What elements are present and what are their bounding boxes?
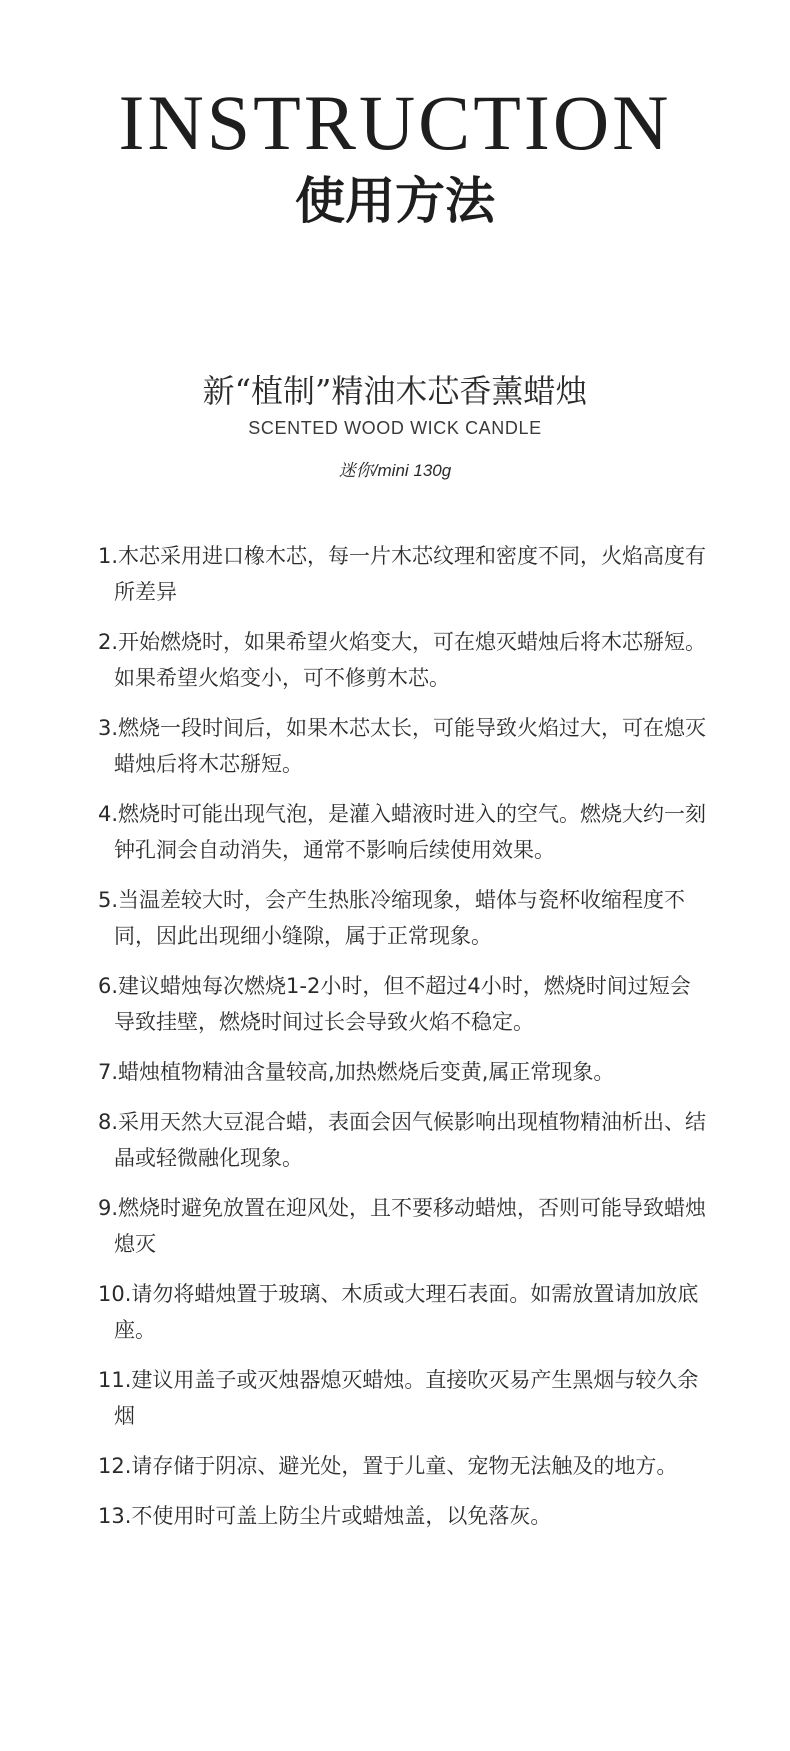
instruction-item: 9.燃烧时避免放置在迎风处，且不要移动蜡烛，否则可能导致蜡烛熄灭 [98,1196,707,1256]
instruction-item: 6.建议蜡烛每次燃烧1-2小时，但不超过4小时，燃烧时间过短会导致挂壁，燃烧时间过长会导致火焰不稳定。 [98,974,691,1034]
instruction-item: 1.木芯采用进口橡木芯，每一片木芯纹理和密度不同，火焰高度有所差异 [98,544,707,604]
page-title-cn: 使用方法 [295,171,495,230]
instruction-item: 13.不使用时可盖上防尘片或蜡烛盖，以免落灰。 [98,1504,552,1528]
instruction-item: 8.采用天然大豆混合蜡，表面会因气候影响出现植物精油析出、结晶或轻微融化现象。 [98,1110,707,1170]
instruction-list [98,538,708,1548]
product-name-cn: 新“植制”精油木芯香薰蜡烛 [202,372,588,410]
instruction-item: 4.燃烧时可能出现气泡，是灌入蜡液时进入的空气。燃烧大约一刻钟孔洞会自动消失，通常不影响后续使用效果。 [98,802,707,862]
header [0,78,790,234]
instruction-item: 5.当温差较大时，会产生热胀冷缩现象，蜡体与瓷杯收缩程度不同，因此出现细小缝隙，属于正常现象。 [98,888,686,948]
instruction-item: 10.请勿将蜡烛置于玻璃、木质或大理石表面。如需放置请加放底座。 [98,1282,699,1342]
instruction-item: 12.请存储于阴凉、避光处，置于儿童、宠物无法触及的地方。 [98,1454,678,1478]
instruction-item: 11.建议用盖子或灭烛器熄灭蜡烛。直接吹灭易产生黑烟与较久余烟 [98,1368,699,1428]
instruction-item: 3.燃烧一段时间后，如果木芯太长，可能导致火焰过大，可在熄灭蜡烛后将木芯掰短。 [98,716,707,776]
product-info [0,368,790,484]
page-title-en: INSTRUCTION [118,79,672,166]
product-size: 迷你/mini 130g [338,461,452,480]
instruction-item: 2.开始燃烧时，如果希望火焰变大，可在熄灭蜡烛后将木芯掰短。如果希望火焰变小，可不修剪木芯。 [98,630,707,690]
product-name-en: SCENTED WOOD WICK CANDLE [248,418,542,438]
instruction-item: 7.蜡烛植物精油含量较高,加热燃烧后变黄,属正常现象。 [98,1060,615,1084]
